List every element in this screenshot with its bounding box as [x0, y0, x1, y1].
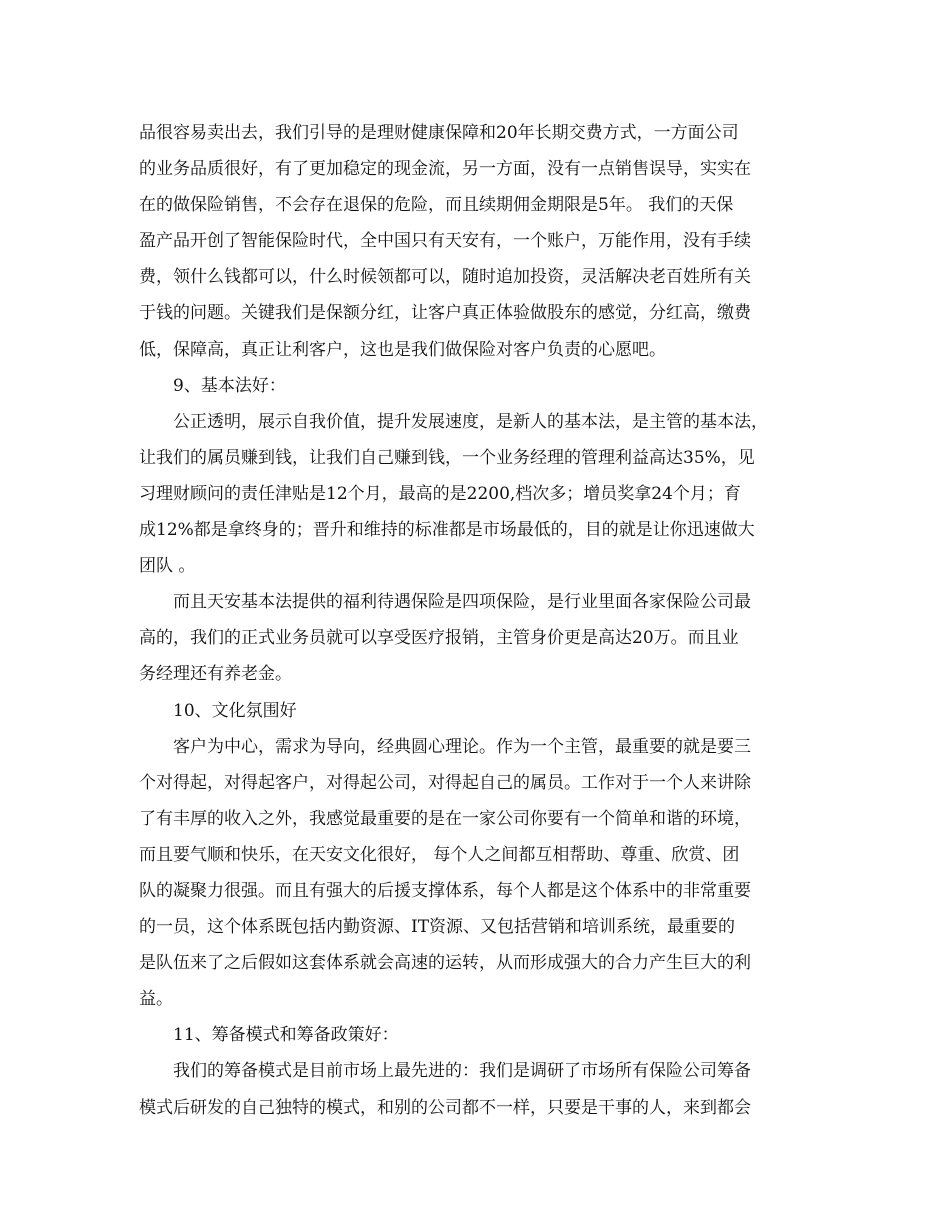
section-heading: 11、筹备模式和筹备政策好：: [173, 1025, 399, 1046]
text-line: 于钱的问题。关键我们是保额分红，让客户真正体验做股东的感觉，分红高，缴费: [139, 303, 751, 324]
text-line: 而且要气顺和快乐，在天安文化很好， 每个人之间都互相帮助、尊重、欣赏、团: [139, 844, 740, 865]
text-line: 我们的筹备模式是目前市场上最先进的：我们是调研了市场所有保险公司筹备: [173, 1061, 751, 1082]
text-line: 让我们的属员赚到钱，让我们自己赚到钱，一个业务经理的管理利益高达35%，见: [139, 447, 755, 468]
text-line: 务经理还有养老金。: [139, 664, 292, 685]
text-line: 个对得起，对得起客户，对得起公司，对得起自己的属员。工作对于一个人来讲除: [139, 772, 751, 793]
text-line: 习理财顾问的责任津贴是12个月，最高的是2200,档次多；增员奖拿24个月；育: [139, 483, 741, 504]
section-heading: 10、文化氛围好: [173, 700, 297, 721]
text-line: 了有丰厚的收入之外，我感觉最重要的是在一家公司你要有一个简单和谐的环境，: [139, 808, 751, 829]
text-line: 客户为中心，需求为导向，经典圆心理论。作为一个主管，最重要的就是要三: [173, 736, 751, 757]
text-line: 公正透明，展示自我价值，提升发展速度，是新人的基本法，是主管的基本法，: [173, 411, 768, 432]
section-heading: 9、基本法好：: [173, 375, 286, 396]
text-line: 是队伍来了之后假如这套体系就会高速的运转，从而形成强大的合力产生巨大的利: [139, 953, 751, 974]
text-line: 模式后研发的自己独特的模式，和别的公司都不一样，只要是干事的人，来到都会: [139, 1097, 751, 1118]
text-line: 而且天安基本法提供的福利待遇保险是四项保险，是行业里面各家保险公司最: [173, 592, 751, 613]
text-line: 费，领什么钱都可以，什么时候领都可以，随时追加投资，灵活解决老百姓所有关: [139, 267, 751, 288]
text-line: 益。: [139, 989, 173, 1010]
text-line: 盈产品开创了智能保险时代，全中国只有天安有，一个账户，万能作用，没有手续: [139, 231, 751, 252]
text-line: 的业务品质很好，有了更加稳定的现金流，另一方面，没有一点销售误导，实实在: [139, 159, 751, 180]
text-line: 在的做保险销售，不会存在退保的危险，而且续期佣金期限是5年。 我们的天保: [139, 195, 734, 216]
document-body: [139, 115, 819, 1126]
text-line: 低，保障高，真正让利客户，这也是我们做保险对客户负责的心愿吧。: [139, 339, 666, 360]
text-line: 团队 。: [139, 556, 196, 577]
text-line: 队的凝聚力很强。而且有强大的后援支撑体系，每个人都是这个体系中的非常重要: [139, 880, 751, 901]
text-line: 成12%都是拿终身的；晋升和维持的标准都是市场最低的，目的就是让你迅速做大: [139, 520, 755, 541]
text-line: 的一员，这个体系既包括内勤资源、IT资源、又包括营销和培训系统，最重要的: [139, 917, 736, 938]
text-line: 高的，我们的正式业务员就可以享受医疗报销，主管身价更是高达20万。而且业: [139, 628, 739, 649]
text-line: 品很容易卖出去，我们引导的是理财健康保障和20年长期交费方式，一方面公司: [139, 123, 739, 143]
